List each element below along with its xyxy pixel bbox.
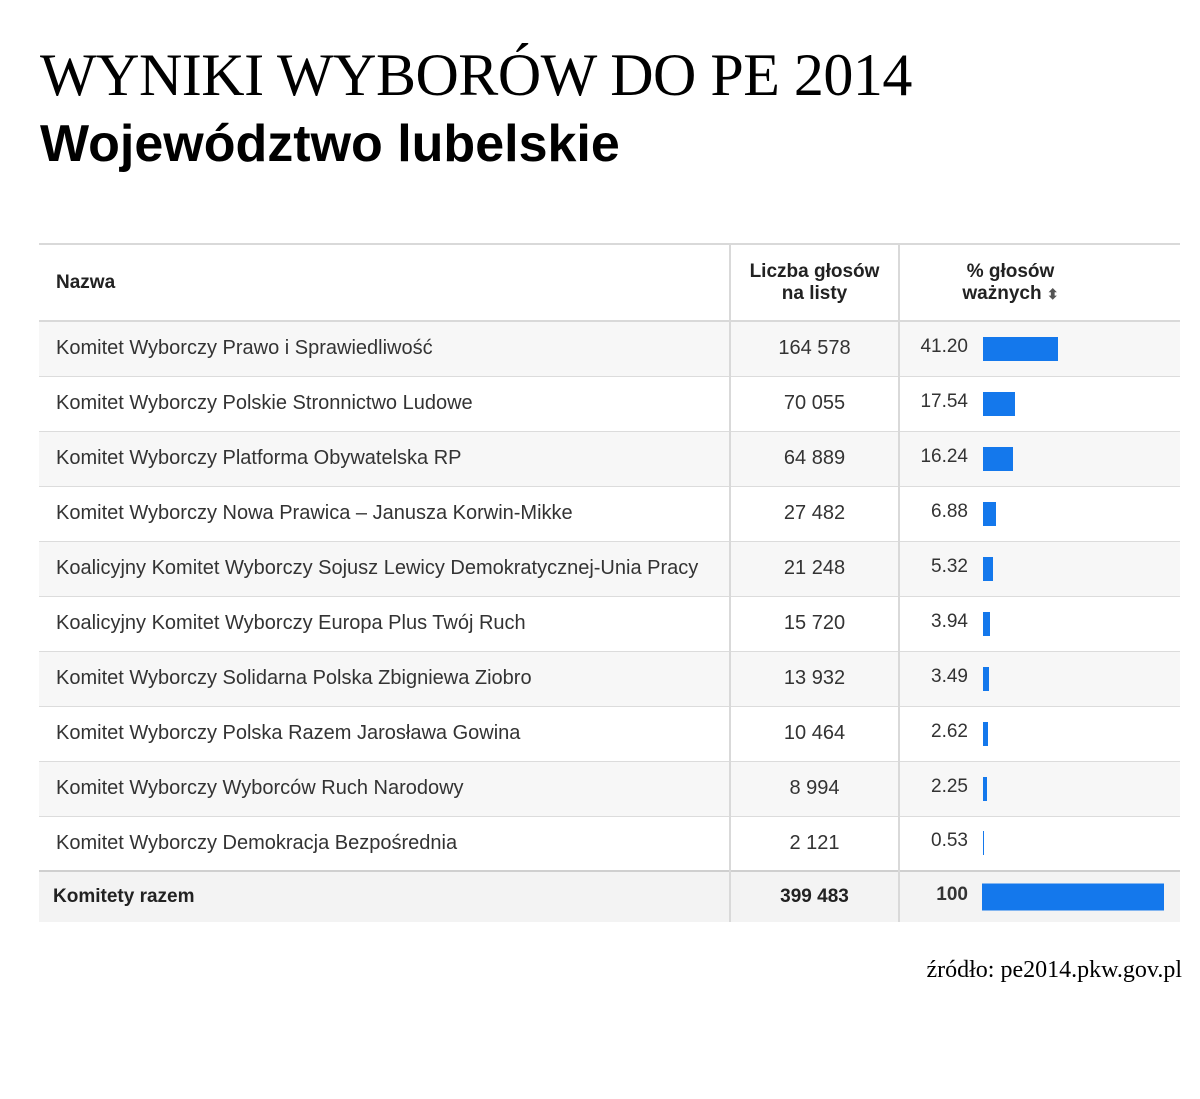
header-votes-label-1: Liczba głosów — [749, 260, 880, 282]
total-percent-value: 100 — [936, 884, 968, 906]
table-row — [39, 541, 1180, 596]
percent-value: 2.62 — [931, 720, 968, 742]
table-row — [39, 321, 1180, 376]
percent-value: 6.88 — [931, 500, 968, 522]
percent-cell — [899, 596, 1180, 651]
committee-name: Komitet Wyborczy Polska Razem Jarosława Gowina — [39, 706, 730, 761]
percent-bar — [983, 502, 996, 526]
percent-bar — [983, 612, 990, 636]
percent-value: 5.32 — [931, 555, 968, 577]
table-row — [39, 706, 1180, 761]
header-name[interactable] — [39, 244, 730, 321]
header-votes-label-2: na listy — [781, 282, 848, 304]
page-title: WYNIKI WYBORÓW DO PE 2014 — [40, 42, 912, 108]
table-row — [39, 596, 1180, 651]
vote-count: 2 121 — [730, 816, 899, 871]
committee-name: Komitet Wyborczy Nowa Prawica – Janusza Korwin-Mikke — [39, 486, 730, 541]
percent-bar — [983, 337, 1058, 361]
table-row — [39, 816, 1180, 871]
percent-cell — [899, 761, 1180, 816]
committee-name: Komitet Wyborczy Platforma Obywatelska RP — [39, 431, 730, 486]
percent-value: 3.94 — [931, 610, 968, 632]
vote-count: 13 932 — [730, 651, 899, 706]
vote-count: 8 994 — [730, 761, 899, 816]
percent-cell — [899, 376, 1180, 431]
vote-count: 21 248 — [730, 541, 899, 596]
total-percent-bar — [982, 884, 1164, 911]
percent-bar — [983, 557, 993, 581]
total-name: Komitety razem — [39, 871, 730, 922]
committee-name: Komitet Wyborczy Demokracja Bezpośrednia — [39, 816, 730, 871]
header-percent-label-2: ważnych — [962, 282, 1042, 304]
vote-count: 15 720 — [730, 596, 899, 651]
committee-name: Koalicyjny Komitet Wyborczy Europa Plus Twój Ruch — [39, 596, 730, 651]
percent-cell — [899, 706, 1180, 761]
header-percent-label-1: % głosów — [966, 260, 1055, 282]
total-percent-cell — [899, 871, 1180, 922]
percent-value: 2.25 — [931, 775, 968, 797]
percent-bar — [983, 777, 987, 801]
vote-count: 64 889 — [730, 431, 899, 486]
percent-cell — [899, 486, 1180, 541]
source-note: źródło: pe2014.pkw.gov.pl — [926, 957, 1182, 983]
percent-cell — [899, 541, 1180, 596]
table-row — [39, 761, 1180, 816]
percent-cell — [899, 431, 1180, 486]
table-row — [39, 376, 1180, 431]
header-votes[interactable] — [730, 244, 899, 321]
committee-name: Komitet Wyborczy Wyborców Ruch Narodowy — [39, 761, 730, 816]
header-percent[interactable] — [899, 244, 1180, 321]
percent-bar — [983, 392, 1015, 416]
header-name-label: Nazwa — [56, 271, 116, 293]
committee-name: Koalicyjny Komitet Wyborczy Sojusz Lewicy Demokratycznej-Unia Pracy — [39, 541, 730, 596]
table-row — [39, 431, 1180, 486]
percent-value: 0.53 — [931, 830, 968, 852]
percent-bar — [983, 831, 984, 855]
table-row — [39, 651, 1180, 706]
sort-arrows-icon[interactable]: ⬍ — [1046, 285, 1059, 302]
page-subtitle: Województwo lubelskie — [40, 115, 620, 173]
percent-cell — [899, 651, 1180, 706]
percent-cell — [899, 816, 1180, 871]
percent-cell — [899, 321, 1180, 376]
percent-value: 41.20 — [920, 335, 968, 357]
percent-value: 3.49 — [931, 665, 968, 687]
committee-name: Komitet Wyborczy Prawo i Sprawiedliwość — [39, 321, 730, 376]
vote-count: 10 464 — [730, 706, 899, 761]
vote-count: 164 578 — [730, 321, 899, 376]
committee-name: Komitet Wyborczy Polskie Stronnictwo Ludowe — [39, 376, 730, 431]
total-row — [39, 871, 1180, 922]
vote-count: 70 055 — [730, 376, 899, 431]
table-row — [39, 486, 1180, 541]
percent-bar — [983, 722, 988, 746]
percent-bar — [983, 447, 1013, 471]
results-table — [39, 243, 1180, 922]
percent-value: 17.54 — [920, 390, 968, 412]
total-votes: 399 483 — [730, 871, 899, 922]
vote-count: 27 482 — [730, 486, 899, 541]
percent-bar — [983, 667, 989, 691]
table-header-row — [39, 244, 1180, 321]
percent-value: 16.24 — [920, 445, 968, 467]
committee-name: Komitet Wyborczy Solidarna Polska Zbigniewa Ziobro — [39, 651, 730, 706]
